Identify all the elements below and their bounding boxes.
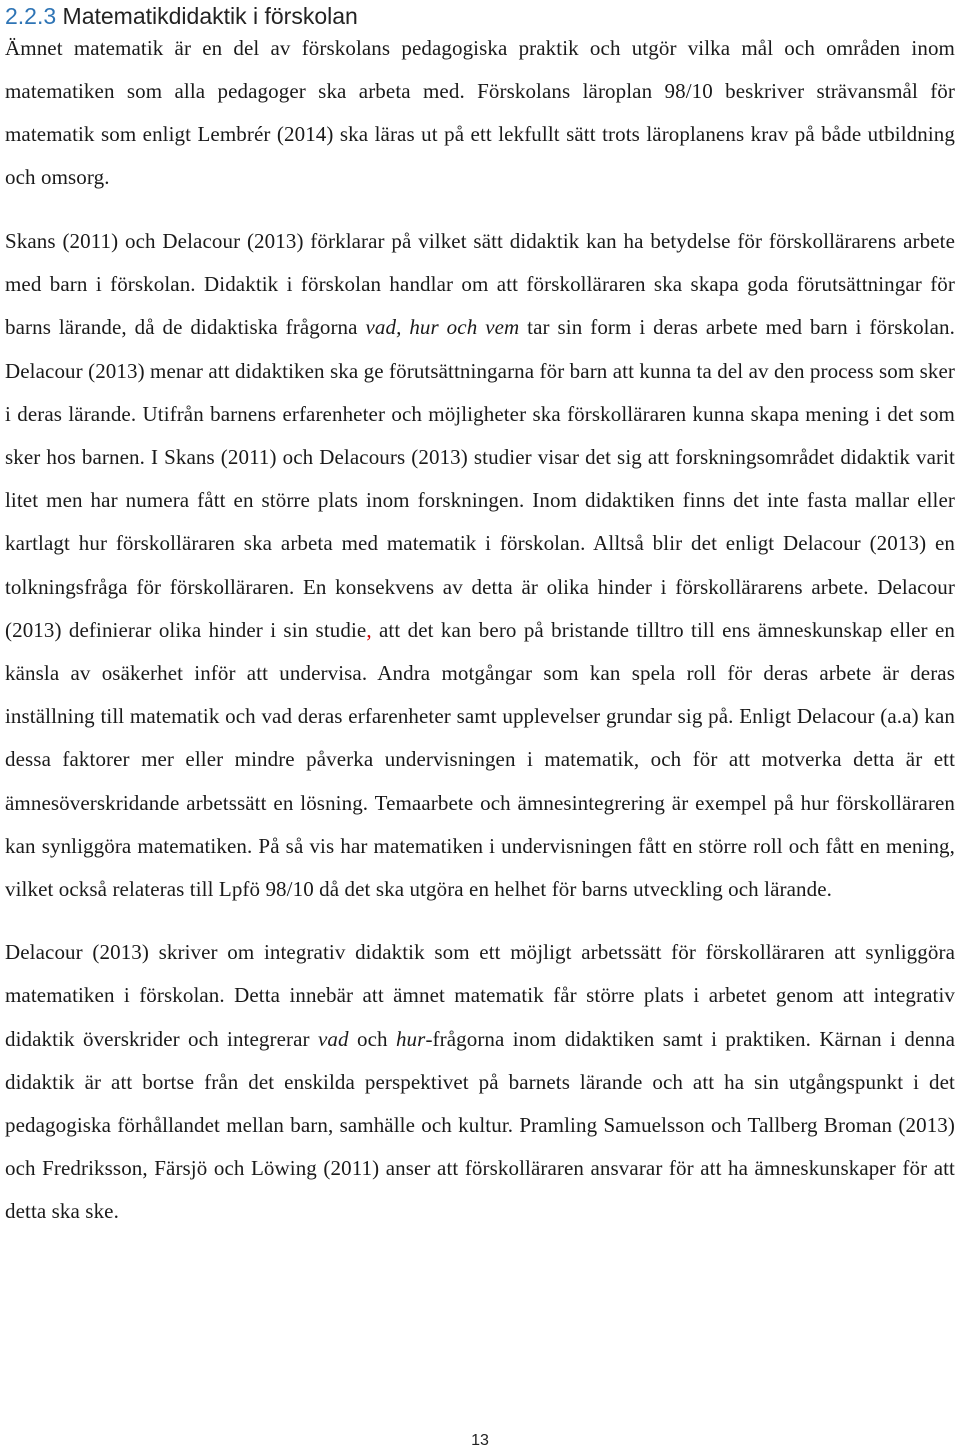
section-title: Matematikdidaktik i förskolan — [62, 3, 358, 29]
italic-word-hur: hur — [395, 1026, 426, 1051]
section-heading — [5, 0, 955, 30]
paragraph-text: Skans (2011) och Delacour (2013) förklarar på vilket sätt didaktik kan ha betydelse för förskollärarens arbete med barn i förskolan. Didaktik i förskolan handlar om att förskolläraren ska skapa goda förutsättningar för barns lärande, då de didaktiska frågorna — [5, 229, 955, 340]
italic-questions: vad, hur och vem — [365, 315, 520, 340]
paragraph-spacer — [5, 199, 955, 220]
paragraph-text: Ämnet matematik är en del av förskolans pedagogiska praktik och utgör vilka mål och områden inom matematiken som alla pedagoger ska arbeta med. Förskolans läroplan 98/10 beskriver strävansmål för matematik som enligt Lembrér (2014) ska läras ut på ett lekfullt sätt trots läroplanens krav på både utbildning och omsorg. — [5, 36, 955, 189]
paragraph-text: att det kan bero på bristande tilltro till ens ämneskunskap eller en känsla av osäkerhet inför att undervisa. Andra motgångar som kan spela roll för deras arbete är deras inställning till matematik och vad deras erfarenheter samt upplevelser grundar sig på. Enligt Delacour (a.a) kan dessa faktorer mer eller mindre påverka undervisningen i matematik, och för att motverka detta är ett ämnesöverskridande arbetssätt en lösning. Temaarbete och ämnesintegrering är exempel på hur förskolläraren kan synliggöra matematiken. På så vis har matematiken i undervisningen fått en större roll och fått en mening, vilket också relateras till Lpfö 98/10 då det ska utgöra en helhet för barns utveckling och lärande. — [5, 617, 955, 902]
paragraph-text: tar sin form i deras arbete med barn i förskolan. Delacour (2013) menar att didaktiken ska ge förutsättningarna för barn att kunna ta del av den process som sker i deras lärande. Utifrån barnens erfarenheter och möjligheter ska förskolläraren kunna skapa mening i det som sker hos barnen. I Skans (2011) och Delacours (2013) studier visar det sig att forskningsområdet didaktik varit litet men har numera fått en större plats inom forskningen. Inom didaktiken finns det inte fasta mallar eller kartlagt hur förskolläraren ska arbeta med matematik i förskolan. Alltså blir det enligt Delacour (2013) en tolkningsfråga för förskolläraren. En konsekvens av detta är olika hinder i förskollärarens arbete. Delacour (2013) definierar olika hinder i sin studie — [5, 315, 955, 642]
section-number: 2.2.3 — [5, 3, 57, 29]
paragraph-integrative — [5, 931, 955, 1233]
paragraph-didactics — [5, 220, 955, 911]
page-number: 13 — [471, 1432, 489, 1449]
highlighted-comma: , — [366, 617, 372, 642]
italic-word-vad: vad — [318, 1026, 349, 1051]
paragraph-text: Delacour (2013) skriver om integrativ didaktik som ett möjligt arbetssätt för förskolläraren att synliggöra matematiken i förskolan. Detta innebär att ämnet matematik får större plats i arbetet genom att integrativ didaktik överskrider och integrerar — [5, 940, 955, 1051]
paragraph-intro — [5, 27, 955, 199]
document-page — [5, 0, 955, 1234]
paragraph-text: och — [348, 1026, 396, 1051]
paragraph-text: -frågorna inom didaktiken samt i praktiken. Kärnan i denna didaktik är att bortse från det enskilda perspektivet på barnets lärande och att ha sin utgångspunkt i det pedagogiska förhållandet mellan barn, samhälle och kultur. Pramling Samuelsson och Tallberg Broman (2013) och Fredriksson, Färsjö och Löwing (2011) anser att förskolläraren ansvarar för att ha ämneskunskaper för att detta ska ske. — [5, 1026, 956, 1224]
paragraph-spacer — [5, 911, 955, 931]
